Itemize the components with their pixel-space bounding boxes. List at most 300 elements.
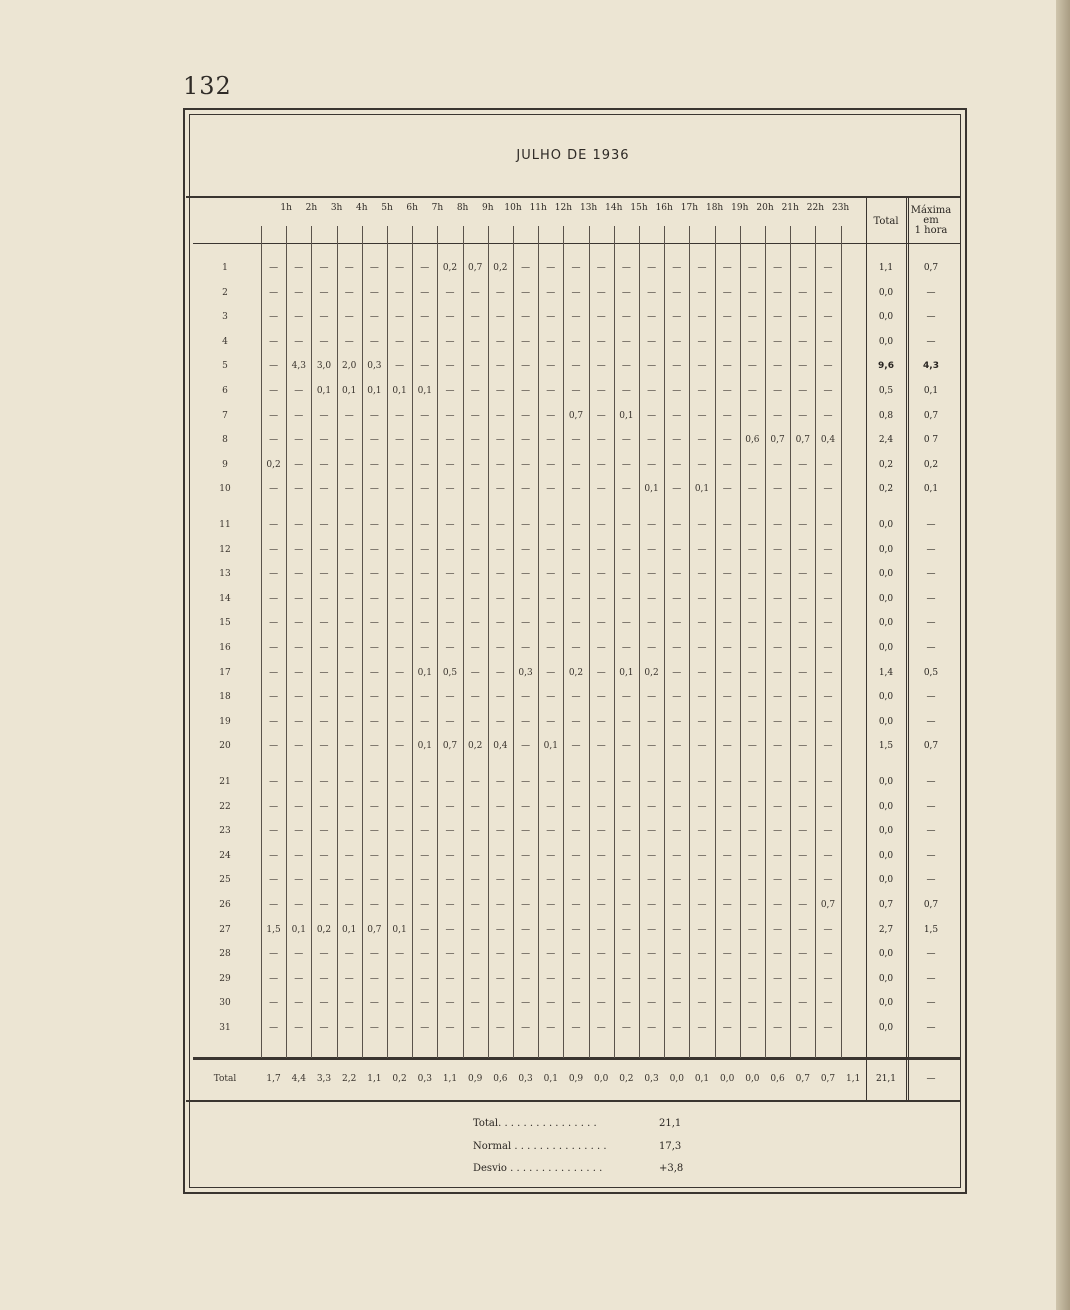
table-cell: —: [470, 459, 480, 470]
table-cell: —: [470, 520, 480, 530]
table-cell: —: [798, 801, 808, 812]
totals-cell: 0,7: [795, 1074, 810, 1084]
table-cell: —: [294, 850, 304, 861]
table-cell: —: [470, 484, 480, 495]
table-cell: —: [369, 618, 379, 629]
table-cell: —: [319, 569, 329, 580]
table-cell: —: [344, 801, 354, 812]
table-cell: —: [596, 520, 606, 530]
table-cell: —: [596, 850, 606, 861]
table-cell: —: [269, 692, 279, 703]
table-cell: —: [420, 716, 430, 727]
table-cell: —: [647, 741, 657, 752]
table-cell: —: [344, 973, 354, 984]
day-label: 31: [219, 1023, 231, 1033]
table-cell: —: [546, 924, 556, 935]
table-cell: —: [445, 777, 455, 787]
table-cell: —: [319, 692, 329, 703]
table-cell: 0,7: [770, 435, 785, 446]
table-cell: —: [596, 741, 606, 752]
table-cell: —: [647, 569, 657, 580]
totals-cell: 0,0: [669, 1074, 684, 1084]
max-header-line: em: [923, 215, 939, 226]
table-cell: —: [571, 850, 581, 861]
table-cell: —: [672, 484, 682, 495]
hour-header: 16h: [655, 203, 673, 213]
table-cell: —: [521, 312, 531, 323]
table-cell: —: [420, 263, 430, 273]
table-cell: —: [470, 336, 480, 347]
table-cell: —: [369, 435, 379, 446]
table-cell: —: [495, 435, 505, 446]
table-cell: —: [521, 410, 531, 421]
table-cell: —: [420, 361, 430, 372]
table-cell: —: [319, 618, 329, 629]
table-cell: —: [420, 569, 430, 580]
table-cell: —: [596, 618, 606, 629]
table-cell: —: [420, 484, 430, 495]
table-cell: —: [722, 801, 732, 812]
day-label: 25: [219, 875, 231, 886]
table-cell: —: [571, 875, 581, 886]
table-cell: —: [722, 593, 732, 604]
table-cell: —: [546, 410, 556, 421]
table-cell: —: [773, 900, 783, 910]
table-cell: —: [445, 900, 455, 910]
table-cell: —: [672, 973, 682, 984]
table-cell: —: [369, 777, 379, 787]
table-cell: —: [571, 459, 581, 470]
table-cell: —: [395, 459, 405, 470]
table-cell: —: [773, 875, 783, 886]
table-cell: —: [269, 1023, 279, 1033]
table-cell: —: [571, 593, 581, 604]
table-cell: —: [647, 459, 657, 470]
table-cell: —: [722, 716, 732, 727]
table-cell: —: [445, 850, 455, 861]
table-cell: —: [722, 924, 732, 935]
table-cell: —: [697, 643, 707, 653]
table-cell: —: [773, 998, 783, 1009]
table-cell: —: [369, 850, 379, 861]
row-max: —: [926, 973, 936, 984]
table-cell: —: [495, 875, 505, 886]
table-cell: 0,7: [820, 900, 836, 910]
table-cell: —: [369, 593, 379, 604]
totals-cell: 0,1: [543, 1074, 558, 1084]
table-cell: —: [546, 386, 556, 396]
table-cell: —: [420, 998, 430, 1009]
hour-header: 20h: [756, 203, 774, 213]
table-cell: —: [395, 544, 405, 555]
table-cell: —: [722, 1023, 732, 1033]
table-cell: —: [621, 900, 631, 910]
table-cell: —: [697, 998, 707, 1009]
table-cell: —: [823, 716, 833, 727]
table-cell: —: [621, 643, 631, 653]
table-cell: —: [697, 949, 707, 960]
row-total: 0,0: [878, 801, 894, 812]
table-cell: —: [747, 569, 757, 580]
table-cell: —: [571, 336, 581, 347]
table-cell: —: [470, 826, 480, 837]
table-cell: —: [647, 801, 657, 812]
row-max: —: [926, 643, 936, 653]
table-cell: —: [369, 569, 379, 580]
table-cell: —: [747, 312, 757, 323]
table-cell: —: [546, 692, 556, 703]
table-cell: —: [747, 741, 757, 752]
table-cell: —: [798, 973, 808, 984]
table-cell: —: [395, 949, 405, 960]
table-cell: —: [747, 900, 757, 910]
max-header-line: 1 hora: [914, 225, 948, 236]
table-cell: —: [798, 949, 808, 960]
table-cell: —: [445, 826, 455, 837]
table-cell: —: [747, 924, 757, 935]
day-label: 1: [222, 263, 228, 273]
table-cell: —: [697, 826, 707, 837]
table-cell: —: [773, 850, 783, 861]
table-cell: —: [319, 435, 329, 446]
table-cell: —: [621, 716, 631, 727]
totals-cell: 0,2: [392, 1074, 407, 1084]
hour-header: 23h: [831, 203, 850, 213]
table-cell: —: [672, 520, 682, 530]
table-cell: —: [521, 287, 531, 298]
table-cell: —: [269, 520, 279, 530]
table-cell: —: [445, 410, 455, 421]
table-cell: —: [369, 741, 379, 752]
table-cell: —: [672, 618, 682, 629]
table-cell: —: [521, 618, 531, 629]
table-cell: —: [621, 336, 631, 347]
table-cell: —: [647, 998, 657, 1009]
table-cell: —: [495, 692, 505, 703]
table-cell: —: [823, 924, 833, 935]
row-max: 0,7: [923, 263, 939, 273]
row-total: 0,0: [878, 336, 894, 347]
table-cell: —: [269, 850, 279, 861]
row-max: —: [926, 569, 936, 580]
table-cell: —: [823, 520, 833, 530]
row-max: —: [926, 336, 936, 347]
table-cell: —: [395, 484, 405, 495]
table-cell: —: [445, 435, 455, 446]
table-cell: —: [546, 777, 556, 787]
table-cell: —: [596, 569, 606, 580]
table-cell: —: [672, 410, 682, 421]
table-cell: —: [823, 643, 833, 653]
table-cell: —: [470, 386, 480, 396]
table-cell: —: [823, 312, 833, 323]
table-cell: —: [521, 336, 531, 347]
table-cell: —: [395, 618, 405, 629]
table-cell: —: [747, 287, 757, 298]
day-label: 14: [219, 593, 231, 604]
table-cell: —: [369, 900, 379, 910]
table-cell: —: [294, 801, 304, 812]
day-label: 12: [219, 544, 231, 555]
table-cell: —: [596, 386, 606, 396]
table-cell: —: [747, 386, 757, 396]
table-cell: —: [798, 459, 808, 470]
table-cell: —: [521, 569, 531, 580]
table-cell: —: [546, 1023, 556, 1033]
table-cell: —: [621, 998, 631, 1009]
table-cell: —: [344, 826, 354, 837]
table-cell: —: [420, 924, 430, 935]
table-cell: —: [420, 826, 430, 837]
table-cell: —: [344, 643, 354, 653]
table-cell: —: [697, 692, 707, 703]
table-cell: —: [823, 544, 833, 555]
table-cell: —: [647, 949, 657, 960]
table-cell: —: [571, 973, 581, 984]
table-cell: —: [344, 618, 354, 629]
hour-header: 6h: [406, 203, 418, 213]
totals-cell: 0,9: [568, 1074, 584, 1084]
table-cell: —: [495, 826, 505, 837]
table-cell: —: [621, 949, 631, 960]
table-cell: —: [395, 336, 405, 347]
table-cell: —: [798, 900, 808, 910]
table-cell: —: [395, 312, 405, 323]
table-cell: —: [521, 777, 531, 787]
table-cell: —: [269, 484, 279, 495]
table-cell: —: [521, 593, 531, 604]
row-total: 0,0: [878, 312, 894, 323]
hour-header: 3h: [330, 203, 343, 213]
table-cell: —: [319, 643, 329, 653]
table-cell: —: [798, 618, 808, 629]
table-cell: —: [395, 643, 405, 653]
table-cell: —: [773, 949, 783, 960]
table-cell: —: [319, 287, 329, 298]
table-cell: —: [395, 801, 405, 812]
table-cell: —: [596, 1023, 606, 1033]
row-total: 0,0: [878, 569, 894, 580]
table-cell: —: [596, 459, 606, 470]
table-cell: 0,5: [442, 667, 458, 678]
table-cell: —: [596, 875, 606, 886]
table-cell: —: [596, 973, 606, 984]
table-cell: —: [319, 900, 329, 910]
table-cell: —: [395, 287, 405, 298]
day-label: 7: [222, 410, 228, 421]
table-cell: —: [420, 801, 430, 812]
table-cell: —: [369, 312, 379, 323]
table-cell: —: [445, 716, 455, 727]
totals-cell: 1,1: [442, 1074, 458, 1084]
table-cell: —: [369, 520, 379, 530]
table-cell: —: [420, 435, 430, 446]
table-cell: —: [722, 973, 732, 984]
table-cell: —: [521, 692, 531, 703]
day-label: 16: [219, 643, 231, 653]
table-cell: —: [395, 973, 405, 984]
table-cell: —: [495, 410, 505, 421]
table-cell: —: [621, 1023, 631, 1033]
table-cell: —: [672, 801, 682, 812]
table-cell: 0,1: [392, 386, 407, 396]
table-cell: —: [621, 924, 631, 935]
table-cell: —: [395, 435, 405, 446]
table-cell: —: [420, 875, 430, 886]
table-cell: —: [420, 287, 430, 298]
table-cell: —: [798, 287, 808, 298]
table-cell: —: [319, 777, 329, 787]
table-cell: 0,1: [417, 741, 432, 752]
table-cell: —: [697, 1023, 707, 1033]
table-cell: —: [319, 410, 329, 421]
table-cell: —: [596, 312, 606, 323]
table-cell: —: [470, 1023, 480, 1033]
table-cell: —: [319, 459, 329, 470]
table-cell: —: [621, 459, 631, 470]
table-cell: —: [798, 410, 808, 421]
table-cell: —: [697, 924, 707, 935]
table-cell: —: [294, 593, 304, 604]
table-cell: —: [672, 643, 682, 653]
table-cell: 0,1: [417, 667, 432, 678]
table-cell: —: [647, 287, 657, 298]
table-cell: —: [445, 361, 455, 372]
table-cell: —: [294, 973, 304, 984]
table-cell: —: [319, 1023, 329, 1033]
table-cell: —: [722, 287, 732, 298]
table-cell: —: [747, 949, 757, 960]
table-cell: —: [445, 875, 455, 886]
row-max: —: [926, 692, 936, 703]
table-cell: —: [495, 520, 505, 530]
table-cell: —: [571, 287, 581, 298]
table-cell: —: [823, 569, 833, 580]
row-max: 0,7: [923, 900, 939, 910]
table-cell: —: [722, 263, 732, 273]
row-total: 0,0: [878, 875, 894, 886]
table-cell: —: [495, 998, 505, 1009]
table-cell: —: [495, 484, 505, 495]
table-cell: 2,0: [342, 361, 357, 372]
totals-cell: 0,7: [820, 1074, 836, 1084]
table-cell: —: [722, 569, 732, 580]
table-cell: —: [470, 716, 480, 727]
table-cell: —: [470, 593, 480, 604]
table-cell: 3,0: [316, 361, 332, 372]
table-cell: —: [395, 410, 405, 421]
table-cell: —: [269, 667, 279, 678]
totals-cell: 0,6: [770, 1074, 785, 1084]
row-total: 1,1: [878, 263, 894, 273]
table-cell: —: [546, 973, 556, 984]
table-cell: —: [495, 569, 505, 580]
table-cell: —: [798, 741, 808, 752]
table-cell: —: [672, 544, 682, 555]
table-cell: —: [773, 716, 783, 727]
table-cell: 0,2: [493, 263, 508, 273]
table-cell: —: [445, 544, 455, 555]
row-max: 0,1: [923, 386, 939, 396]
table-cell: —: [521, 263, 531, 273]
hour-header: 14h: [605, 203, 623, 213]
totals-cell: 0,1: [694, 1074, 710, 1084]
table-cell: —: [571, 569, 581, 580]
table-cell: —: [395, 593, 405, 604]
total-header: Total: [873, 216, 899, 227]
table-cell: —: [546, 949, 556, 960]
table-cell: —: [495, 312, 505, 323]
table-cell: —: [596, 801, 606, 812]
table-cell: —: [596, 998, 606, 1009]
table-cell: —: [344, 520, 354, 530]
table-cell: —: [621, 777, 631, 787]
table-cell: —: [672, 593, 682, 604]
table-cell: —: [294, 777, 304, 787]
table-cell: —: [621, 520, 631, 530]
table-cell: —: [571, 544, 581, 555]
table-cell: —: [571, 801, 581, 812]
table-cell: —: [722, 410, 732, 421]
table-cell: —: [647, 973, 657, 984]
row-max: —: [926, 826, 936, 837]
table-cell: —: [269, 741, 279, 752]
table-cell: —: [546, 900, 556, 910]
table-cell: —: [521, 1023, 531, 1033]
table-cell: —: [823, 850, 833, 861]
row-total: 9,6: [878, 361, 894, 372]
table-cell: —: [294, 826, 304, 837]
table-cell: —: [621, 287, 631, 298]
table-cell: —: [823, 875, 833, 886]
totals-cell: 0,6: [493, 1074, 508, 1084]
day-label: 19: [219, 716, 231, 727]
table-cell: —: [269, 435, 279, 446]
day-label: 15: [219, 618, 231, 629]
totals-cell: 2,2: [342, 1074, 357, 1084]
table-cell: —: [697, 459, 707, 470]
totals-cell: 0,2: [619, 1074, 634, 1084]
table-cell: —: [319, 520, 329, 530]
table-cell: —: [672, 900, 682, 910]
table-cell: 0,2: [468, 741, 483, 752]
table-cell: —: [495, 801, 505, 812]
day-label: 6: [222, 386, 228, 396]
day-label: 28: [219, 949, 231, 960]
table-cell: —: [621, 361, 631, 372]
table-cell: —: [773, 410, 783, 421]
table-cell: —: [747, 998, 757, 1009]
table-cell: —: [369, 263, 379, 273]
table-cell: —: [747, 593, 757, 604]
table-cell: —: [495, 287, 505, 298]
table-cell: —: [445, 643, 455, 653]
table-cell: —: [571, 643, 581, 653]
hour-header: 10h: [504, 203, 522, 213]
table-cell: —: [722, 312, 732, 323]
table-cell: —: [747, 1023, 757, 1033]
table-cell: —: [823, 998, 833, 1009]
table-cell: —: [571, 1023, 581, 1033]
table-cell: —: [319, 336, 329, 347]
table-cell: —: [344, 410, 354, 421]
table-cell: —: [470, 287, 480, 298]
header-bottom-rule: [193, 243, 960, 244]
table-cell: —: [445, 924, 455, 935]
table-cell: —: [269, 998, 279, 1009]
table-cell: —: [395, 900, 405, 910]
table-cell: —: [344, 949, 354, 960]
